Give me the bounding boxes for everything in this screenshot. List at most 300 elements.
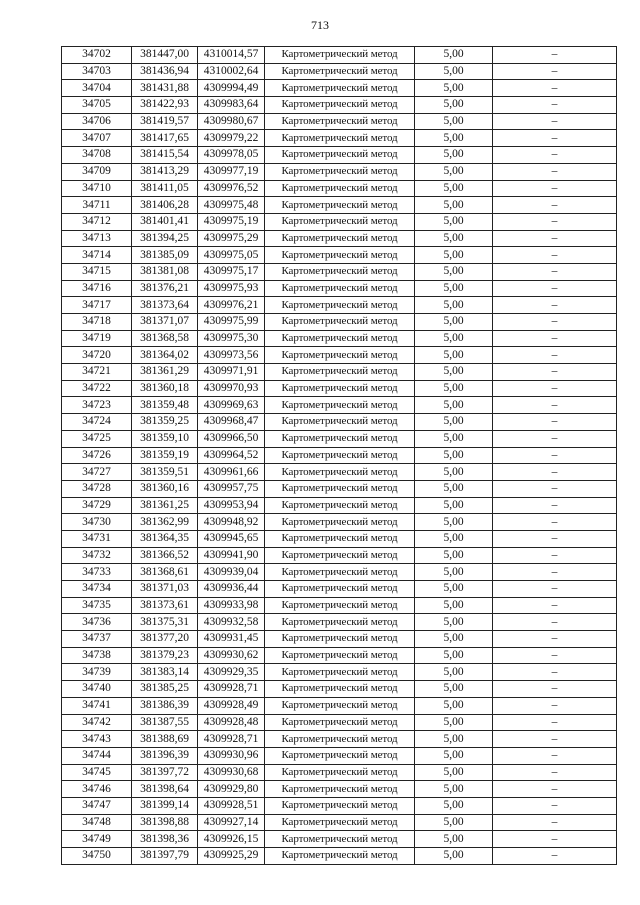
point-number-cell: 34732: [62, 547, 132, 564]
note-cell: –: [493, 247, 617, 264]
x-coordinate-cell: 381359,48: [132, 397, 198, 414]
point-number-cell: 34716: [62, 280, 132, 297]
x-coordinate-cell: 381386,39: [132, 697, 198, 714]
y-coordinate-cell: 4309980,67: [198, 113, 265, 130]
y-coordinate-cell: 4309945,65: [198, 530, 265, 547]
point-number-cell: 34712: [62, 213, 132, 230]
point-number-cell: 34723: [62, 397, 132, 414]
method-cell: Картометрический метод: [265, 147, 415, 164]
x-coordinate-cell: 381398,36: [132, 831, 198, 848]
error-cell: 5,00: [415, 447, 493, 464]
y-coordinate-cell: 4309930,62: [198, 647, 265, 664]
point-number-cell: 34719: [62, 330, 132, 347]
error-cell: 5,00: [415, 697, 493, 714]
point-number-cell: 34706: [62, 113, 132, 130]
y-coordinate-cell: 4309939,04: [198, 564, 265, 581]
table-row: [62, 614, 617, 631]
x-coordinate-cell: 381368,58: [132, 330, 198, 347]
point-number-cell: 34728: [62, 480, 132, 497]
point-number-cell: 34721: [62, 364, 132, 381]
note-cell: –: [493, 230, 617, 247]
y-coordinate-cell: 4309975,99: [198, 314, 265, 331]
error-cell: 5,00: [415, 564, 493, 581]
note-cell: –: [493, 364, 617, 381]
note-cell: –: [493, 97, 617, 114]
point-number-cell: 34717: [62, 297, 132, 314]
note-cell: –: [493, 848, 617, 865]
table-row: [62, 631, 617, 648]
point-number-cell: 34745: [62, 764, 132, 781]
y-coordinate-cell: 4309964,52: [198, 447, 265, 464]
note-cell: –: [493, 714, 617, 731]
error-cell: 5,00: [415, 430, 493, 447]
x-coordinate-cell: 381388,69: [132, 731, 198, 748]
x-coordinate-cell: 381447,00: [132, 47, 198, 64]
note-cell: –: [493, 681, 617, 698]
note-cell: –: [493, 113, 617, 130]
method-cell: Картометрический метод: [265, 213, 415, 230]
error-cell: 5,00: [415, 80, 493, 97]
table-body: [62, 47, 617, 865]
note-cell: –: [493, 213, 617, 230]
method-cell: Картометрический метод: [265, 130, 415, 147]
y-coordinate-cell: 4309930,68: [198, 764, 265, 781]
point-number-cell: 34729: [62, 497, 132, 514]
x-coordinate-cell: 381417,65: [132, 130, 198, 147]
table-row: [62, 414, 617, 431]
point-number-cell: 34722: [62, 380, 132, 397]
table-row: [62, 280, 617, 297]
method-cell: Картометрический метод: [265, 514, 415, 531]
method-cell: Картометрический метод: [265, 430, 415, 447]
y-coordinate-cell: 4309973,56: [198, 347, 265, 364]
method-cell: Картометрический метод: [265, 97, 415, 114]
table-row: [62, 163, 617, 180]
note-cell: –: [493, 314, 617, 331]
y-coordinate-cell: 4309928,71: [198, 731, 265, 748]
x-coordinate-cell: 381361,29: [132, 364, 198, 381]
error-cell: 5,00: [415, 213, 493, 230]
table-row: [62, 714, 617, 731]
note-cell: –: [493, 380, 617, 397]
y-coordinate-cell: 4309931,45: [198, 631, 265, 648]
x-coordinate-cell: 381379,23: [132, 647, 198, 664]
table-row: [62, 497, 617, 514]
method-cell: Картометрический метод: [265, 347, 415, 364]
point-number-cell: 34718: [62, 314, 132, 331]
note-cell: –: [493, 464, 617, 481]
x-coordinate-cell: 381359,10: [132, 430, 198, 447]
note-cell: –: [493, 297, 617, 314]
error-cell: 5,00: [415, 797, 493, 814]
y-coordinate-cell: 4310002,64: [198, 63, 265, 80]
point-number-cell: 34741: [62, 697, 132, 714]
x-coordinate-cell: 381364,02: [132, 347, 198, 364]
y-coordinate-cell: 4309975,05: [198, 247, 265, 264]
error-cell: 5,00: [415, 230, 493, 247]
y-coordinate-cell: 4309932,58: [198, 614, 265, 631]
method-cell: Картометрический метод: [265, 247, 415, 264]
method-cell: Картометрический метод: [265, 564, 415, 581]
x-coordinate-cell: 381396,39: [132, 747, 198, 764]
method-cell: Картометрический метод: [265, 547, 415, 564]
note-cell: –: [493, 530, 617, 547]
x-coordinate-cell: 381371,03: [132, 581, 198, 598]
x-coordinate-cell: 381394,25: [132, 230, 198, 247]
note-cell: –: [493, 764, 617, 781]
y-coordinate-cell: 4309928,71: [198, 681, 265, 698]
note-cell: –: [493, 414, 617, 431]
table-row: [62, 314, 617, 331]
x-coordinate-cell: 381359,19: [132, 447, 198, 464]
x-coordinate-cell: 381383,14: [132, 664, 198, 681]
x-coordinate-cell: 381361,25: [132, 497, 198, 514]
method-cell: Картометрический метод: [265, 731, 415, 748]
y-coordinate-cell: 4309976,52: [198, 180, 265, 197]
error-cell: 5,00: [415, 681, 493, 698]
y-coordinate-cell: 4309966,50: [198, 430, 265, 447]
point-number-cell: 34703: [62, 63, 132, 80]
y-coordinate-cell: 4309975,48: [198, 197, 265, 214]
point-number-cell: 34734: [62, 581, 132, 598]
note-cell: –: [493, 180, 617, 197]
point-number-cell: 34708: [62, 147, 132, 164]
x-coordinate-cell: 381387,55: [132, 714, 198, 731]
error-cell: 5,00: [415, 597, 493, 614]
point-number-cell: 34711: [62, 197, 132, 214]
error-cell: 5,00: [415, 97, 493, 114]
error-cell: 5,00: [415, 147, 493, 164]
table-row: [62, 480, 617, 497]
point-number-cell: 34743: [62, 731, 132, 748]
x-coordinate-cell: 381362,99: [132, 514, 198, 531]
x-coordinate-cell: 381385,09: [132, 247, 198, 264]
note-cell: –: [493, 597, 617, 614]
x-coordinate-cell: 381364,35: [132, 530, 198, 547]
table-row: [62, 97, 617, 114]
note-cell: –: [493, 263, 617, 280]
y-coordinate-cell: 4309969,63: [198, 397, 265, 414]
note-cell: –: [493, 163, 617, 180]
y-coordinate-cell: 4309975,93: [198, 280, 265, 297]
error-cell: 5,00: [415, 364, 493, 381]
table-row: [62, 664, 617, 681]
x-coordinate-cell: 381366,52: [132, 547, 198, 564]
point-number-cell: 34715: [62, 263, 132, 280]
page-number: 713: [311, 18, 329, 32]
error-cell: 5,00: [415, 163, 493, 180]
x-coordinate-cell: 381406,28: [132, 197, 198, 214]
y-coordinate-cell: 4309975,17: [198, 263, 265, 280]
y-coordinate-cell: 4309957,75: [198, 480, 265, 497]
note-cell: –: [493, 447, 617, 464]
y-coordinate-cell: 4309925,29: [198, 848, 265, 865]
note-cell: –: [493, 581, 617, 598]
method-cell: Картометрический метод: [265, 781, 415, 798]
error-cell: 5,00: [415, 581, 493, 598]
x-coordinate-cell: 381376,21: [132, 280, 198, 297]
error-cell: 5,00: [415, 297, 493, 314]
point-number-cell: 34726: [62, 447, 132, 464]
method-cell: Картометрический метод: [265, 581, 415, 598]
error-cell: 5,00: [415, 831, 493, 848]
point-number-cell: 34750: [62, 848, 132, 865]
method-cell: Картометрический метод: [265, 597, 415, 614]
error-cell: 5,00: [415, 814, 493, 831]
point-number-cell: 34714: [62, 247, 132, 264]
y-coordinate-cell: 4309975,29: [198, 230, 265, 247]
x-coordinate-cell: 381422,93: [132, 97, 198, 114]
error-cell: 5,00: [415, 781, 493, 798]
note-cell: –: [493, 397, 617, 414]
method-cell: Картометрический метод: [265, 414, 415, 431]
note-cell: –: [493, 147, 617, 164]
table-row: [62, 764, 617, 781]
error-cell: 5,00: [415, 130, 493, 147]
error-cell: 5,00: [415, 764, 493, 781]
error-cell: 5,00: [415, 347, 493, 364]
y-coordinate-cell: 4309976,21: [198, 297, 265, 314]
table-row: [62, 831, 617, 848]
method-cell: Картометрический метод: [265, 480, 415, 497]
point-number-cell: 34736: [62, 614, 132, 631]
y-coordinate-cell: 4309994,49: [198, 80, 265, 97]
y-coordinate-cell: 4309968,47: [198, 414, 265, 431]
note-cell: –: [493, 130, 617, 147]
x-coordinate-cell: 381381,08: [132, 263, 198, 280]
method-cell: Картометрический метод: [265, 397, 415, 414]
table-row: [62, 681, 617, 698]
x-coordinate-cell: 381375,31: [132, 614, 198, 631]
table-row: [62, 297, 617, 314]
note-cell: –: [493, 781, 617, 798]
method-cell: Картометрический метод: [265, 647, 415, 664]
error-cell: 5,00: [415, 714, 493, 731]
point-number-cell: 34707: [62, 130, 132, 147]
table-row: [62, 848, 617, 865]
method-cell: Картометрический метод: [265, 747, 415, 764]
y-coordinate-cell: 4309929,35: [198, 664, 265, 681]
error-cell: 5,00: [415, 664, 493, 681]
x-coordinate-cell: 381385,25: [132, 681, 198, 698]
point-number-cell: 34737: [62, 631, 132, 648]
y-coordinate-cell: 4309977,19: [198, 163, 265, 180]
table-row: [62, 564, 617, 581]
note-cell: –: [493, 697, 617, 714]
table-row: [62, 113, 617, 130]
point-number-cell: 34709: [62, 163, 132, 180]
table-row: [62, 447, 617, 464]
note-cell: –: [493, 831, 617, 848]
method-cell: Картометрический метод: [265, 464, 415, 481]
point-number-cell: 34740: [62, 681, 132, 698]
method-cell: Картометрический метод: [265, 614, 415, 631]
table-row: [62, 797, 617, 814]
y-coordinate-cell: 4309936,44: [198, 581, 265, 598]
x-coordinate-cell: 381436,94: [132, 63, 198, 80]
method-cell: Картометрический метод: [265, 631, 415, 648]
point-number-cell: 34733: [62, 564, 132, 581]
error-cell: 5,00: [415, 63, 493, 80]
note-cell: –: [493, 197, 617, 214]
y-coordinate-cell: 4309928,51: [198, 797, 265, 814]
x-coordinate-cell: 381419,57: [132, 113, 198, 130]
table-row: [62, 430, 617, 447]
x-coordinate-cell: 381401,41: [132, 213, 198, 230]
error-cell: 5,00: [415, 330, 493, 347]
method-cell: Картометрический метод: [265, 681, 415, 698]
note-cell: –: [493, 80, 617, 97]
method-cell: Картометрический метод: [265, 280, 415, 297]
method-cell: Картометрический метод: [265, 764, 415, 781]
error-cell: 5,00: [415, 397, 493, 414]
error-cell: 5,00: [415, 263, 493, 280]
note-cell: –: [493, 564, 617, 581]
table-row: [62, 347, 617, 364]
method-cell: Картометрический метод: [265, 330, 415, 347]
table-row: [62, 697, 617, 714]
table-row: [62, 247, 617, 264]
x-coordinate-cell: 381371,07: [132, 314, 198, 331]
y-coordinate-cell: 4309983,64: [198, 97, 265, 114]
method-cell: Картометрический метод: [265, 314, 415, 331]
point-number-cell: 34746: [62, 781, 132, 798]
table-row: [62, 581, 617, 598]
error-cell: 5,00: [415, 731, 493, 748]
y-coordinate-cell: 4309961,66: [198, 464, 265, 481]
table-row: [62, 330, 617, 347]
table-row: [62, 397, 617, 414]
y-coordinate-cell: 4309926,15: [198, 831, 265, 848]
x-coordinate-cell: 381359,51: [132, 464, 198, 481]
note-cell: –: [493, 664, 617, 681]
point-number-cell: 34730: [62, 514, 132, 531]
note-cell: –: [493, 514, 617, 531]
y-coordinate-cell: 4309971,91: [198, 364, 265, 381]
point-number-cell: 34739: [62, 664, 132, 681]
note-cell: –: [493, 614, 617, 631]
method-cell: Картометрический метод: [265, 197, 415, 214]
method-cell: Картометрический метод: [265, 63, 415, 80]
method-cell: Картометрический метод: [265, 447, 415, 464]
x-coordinate-cell: 381360,18: [132, 380, 198, 397]
method-cell: Картометрический метод: [265, 697, 415, 714]
y-coordinate-cell: 4309975,19: [198, 213, 265, 230]
x-coordinate-cell: 381431,88: [132, 80, 198, 97]
error-cell: 5,00: [415, 647, 493, 664]
table-row: [62, 230, 617, 247]
error-cell: 5,00: [415, 464, 493, 481]
error-cell: 5,00: [415, 631, 493, 648]
y-coordinate-cell: 4309930,96: [198, 747, 265, 764]
y-coordinate-cell: 4309979,22: [198, 130, 265, 147]
method-cell: Картометрический метод: [265, 364, 415, 381]
table-row: [62, 180, 617, 197]
y-coordinate-cell: 4309929,80: [198, 781, 265, 798]
point-number-cell: 34713: [62, 230, 132, 247]
method-cell: Картометрический метод: [265, 714, 415, 731]
table-row: [62, 530, 617, 547]
x-coordinate-cell: 381397,72: [132, 764, 198, 781]
note-cell: –: [493, 480, 617, 497]
x-coordinate-cell: 381373,64: [132, 297, 198, 314]
error-cell: 5,00: [415, 480, 493, 497]
table-row: [62, 731, 617, 748]
method-cell: Картометрический метод: [265, 297, 415, 314]
x-coordinate-cell: 381415,54: [132, 147, 198, 164]
x-coordinate-cell: 381373,61: [132, 597, 198, 614]
error-cell: 5,00: [415, 197, 493, 214]
method-cell: Картометрический метод: [265, 848, 415, 865]
method-cell: Картометрический метод: [265, 797, 415, 814]
method-cell: Картометрический метод: [265, 263, 415, 280]
table-row: [62, 380, 617, 397]
method-cell: Картометрический метод: [265, 530, 415, 547]
x-coordinate-cell: 381397,79: [132, 848, 198, 865]
error-cell: 5,00: [415, 47, 493, 64]
point-number-cell: 34738: [62, 647, 132, 664]
method-cell: Картометрический метод: [265, 113, 415, 130]
point-number-cell: 34731: [62, 530, 132, 547]
table-row: [62, 47, 617, 64]
point-number-cell: 34735: [62, 597, 132, 614]
y-coordinate-cell: 4309953,94: [198, 497, 265, 514]
error-cell: 5,00: [415, 314, 493, 331]
y-coordinate-cell: 4310014,57: [198, 47, 265, 64]
table-row: [62, 364, 617, 381]
error-cell: 5,00: [415, 747, 493, 764]
error-cell: 5,00: [415, 614, 493, 631]
method-cell: Картометрический метод: [265, 47, 415, 64]
y-coordinate-cell: 4309948,92: [198, 514, 265, 531]
note-cell: –: [493, 347, 617, 364]
coordinates-table: [61, 46, 617, 865]
table-row: [62, 747, 617, 764]
point-number-cell: 34702: [62, 47, 132, 64]
x-coordinate-cell: 381377,20: [132, 631, 198, 648]
point-number-cell: 34705: [62, 97, 132, 114]
note-cell: –: [493, 814, 617, 831]
table-row: [62, 197, 617, 214]
table-row: [62, 80, 617, 97]
note-cell: –: [493, 731, 617, 748]
x-coordinate-cell: 381411,05: [132, 180, 198, 197]
error-cell: 5,00: [415, 113, 493, 130]
note-cell: –: [493, 547, 617, 564]
table-row: [62, 263, 617, 280]
table-row: [62, 814, 617, 831]
x-coordinate-cell: 381368,61: [132, 564, 198, 581]
table-row: [62, 597, 617, 614]
error-cell: 5,00: [415, 180, 493, 197]
method-cell: Картометрический метод: [265, 814, 415, 831]
point-number-cell: 34747: [62, 797, 132, 814]
error-cell: 5,00: [415, 380, 493, 397]
point-number-cell: 34724: [62, 414, 132, 431]
note-cell: –: [493, 280, 617, 297]
note-cell: –: [493, 497, 617, 514]
error-cell: 5,00: [415, 247, 493, 264]
table-row: [62, 213, 617, 230]
error-cell: 5,00: [415, 280, 493, 297]
point-number-cell: 34727: [62, 464, 132, 481]
error-cell: 5,00: [415, 530, 493, 547]
error-cell: 5,00: [415, 848, 493, 865]
note-cell: –: [493, 430, 617, 447]
method-cell: Картометрический метод: [265, 80, 415, 97]
error-cell: 5,00: [415, 514, 493, 531]
y-coordinate-cell: 4309933,98: [198, 597, 265, 614]
